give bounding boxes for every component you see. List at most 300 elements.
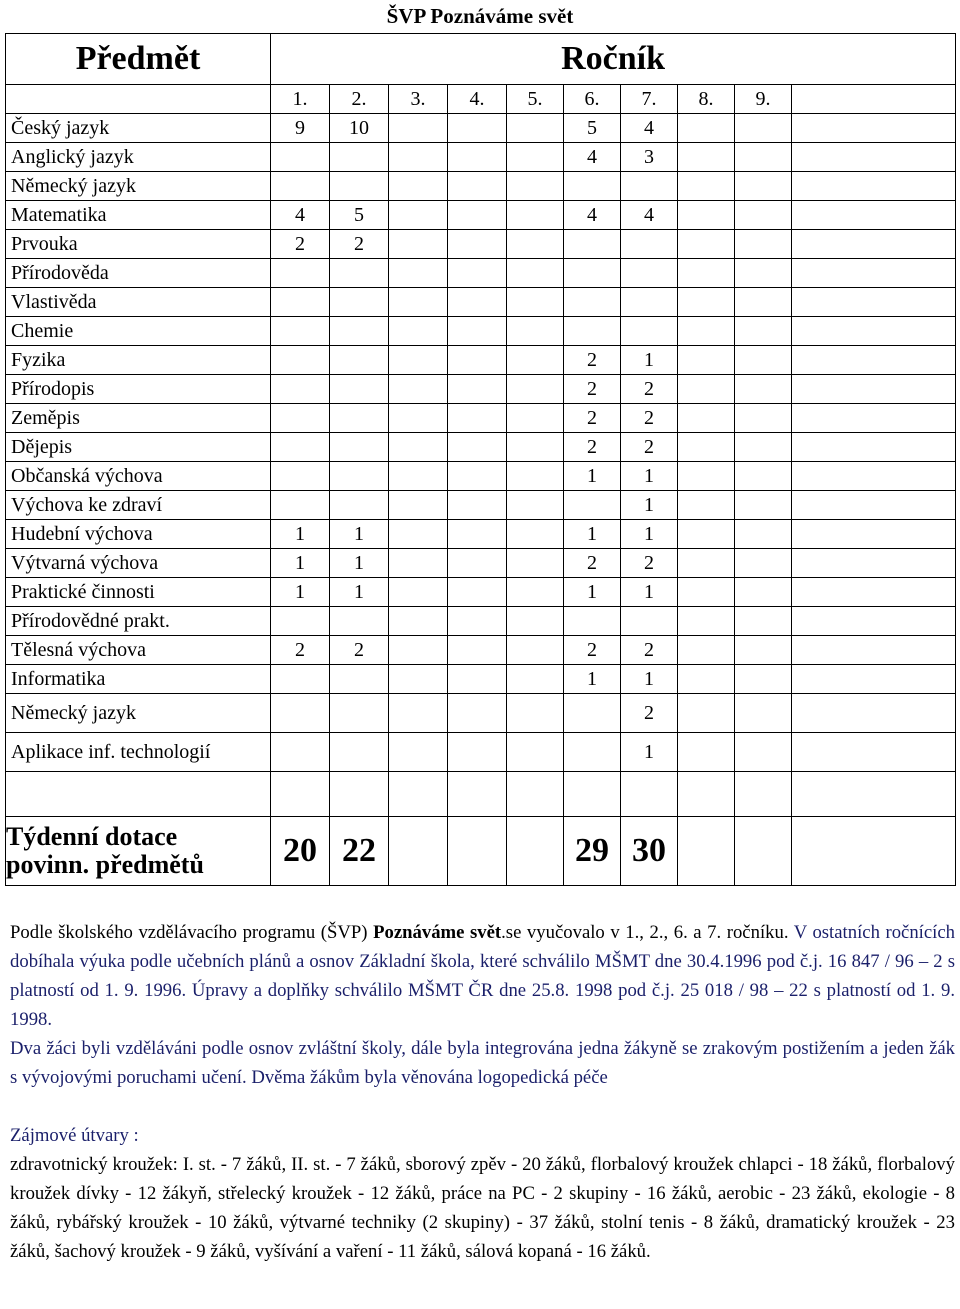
table-row bbox=[6, 733, 956, 772]
hours-cell bbox=[735, 143, 792, 172]
hours-cell bbox=[448, 578, 507, 607]
hours-cell bbox=[735, 491, 792, 520]
subject-name: Fyzika bbox=[6, 346, 271, 375]
blank-cell bbox=[792, 433, 956, 462]
hours-cell bbox=[507, 549, 564, 578]
hours-cell bbox=[389, 694, 448, 733]
hours-cell bbox=[448, 433, 507, 462]
notes-text: V ostatních ročnících dobíhala výuka podle učebních plánů a osnov Základní škola, které schválilo MŠMT dne 30.4.1996 pod č.j. 16 847 / 96 – 2 s platností od 1. 9. 1996. Úpravy a doplňky schválilo MŠMT ČR dne 25.8. 1998 pod č.j. 25 018 / 98 – 22 s platností od 1. 9. 1998. bbox=[10, 922, 955, 1030]
hours-cell bbox=[448, 346, 507, 375]
table-row bbox=[6, 462, 956, 491]
hours-cell bbox=[507, 491, 564, 520]
blank-cell bbox=[507, 772, 564, 817]
table-row bbox=[6, 172, 956, 201]
hours-cell bbox=[389, 114, 448, 143]
hours-cell bbox=[330, 607, 389, 636]
hours-cell bbox=[507, 114, 564, 143]
subject-name: Matematika bbox=[6, 201, 271, 230]
hours-cell: 2 bbox=[621, 433, 678, 462]
hours-cell bbox=[389, 636, 448, 665]
blank-cell bbox=[621, 772, 678, 817]
hours-cell bbox=[678, 694, 735, 733]
total-value bbox=[735, 817, 792, 886]
hours-cell bbox=[735, 694, 792, 733]
hours-cell: 4 bbox=[621, 201, 678, 230]
blank-cell bbox=[792, 317, 956, 346]
hours-cell bbox=[507, 607, 564, 636]
hours-cell: 1 bbox=[330, 520, 389, 549]
hours-cell bbox=[448, 549, 507, 578]
hours-cell bbox=[678, 201, 735, 230]
blank-cell bbox=[792, 636, 956, 665]
hours-cell: 9 bbox=[271, 114, 330, 143]
blank-cell bbox=[792, 520, 956, 549]
hours-cell bbox=[389, 172, 448, 201]
hours-cell: 2 bbox=[621, 375, 678, 404]
notes-text: .se vyučovalo v 1., 2., 6. a 7. ročníku. bbox=[501, 922, 789, 943]
table-row bbox=[6, 491, 956, 520]
hours-cell bbox=[330, 433, 389, 462]
grade-label: 8. bbox=[678, 85, 735, 114]
hours-cell: 4 bbox=[271, 201, 330, 230]
hours-cell bbox=[271, 462, 330, 491]
hours-cell bbox=[330, 259, 389, 288]
hours-cell bbox=[735, 201, 792, 230]
hours-cell bbox=[564, 172, 621, 201]
blank-cell bbox=[792, 462, 956, 491]
total-value bbox=[448, 817, 507, 886]
hours-cell bbox=[564, 288, 621, 317]
hours-cell bbox=[389, 143, 448, 172]
hours-cell bbox=[448, 694, 507, 733]
hours-cell bbox=[271, 259, 330, 288]
table-row bbox=[6, 578, 956, 607]
total-value: 29 bbox=[564, 817, 621, 886]
hours-cell: 2 bbox=[621, 549, 678, 578]
hours-cell bbox=[678, 462, 735, 491]
hours-cell bbox=[271, 288, 330, 317]
table-row bbox=[6, 346, 956, 375]
total-value: 22 bbox=[330, 817, 389, 886]
hours-cell bbox=[678, 143, 735, 172]
subject-name: Německý jazyk bbox=[6, 172, 271, 201]
hours-cell: 4 bbox=[621, 114, 678, 143]
blank-cell bbox=[564, 772, 621, 817]
hours-cell bbox=[389, 607, 448, 636]
hours-cell bbox=[507, 665, 564, 694]
hours-cell bbox=[271, 143, 330, 172]
hours-cell bbox=[735, 520, 792, 549]
hours-cell bbox=[271, 607, 330, 636]
hours-cell: 2 bbox=[621, 636, 678, 665]
blank-cell bbox=[792, 404, 956, 433]
hours-cell bbox=[735, 607, 792, 636]
hours-cell: 2 bbox=[564, 346, 621, 375]
hours-cell bbox=[389, 230, 448, 259]
hours-cell bbox=[735, 114, 792, 143]
hours-cell bbox=[735, 317, 792, 346]
hours-cell bbox=[448, 375, 507, 404]
total-value bbox=[678, 817, 735, 886]
total-label-line: Týdenní dotace bbox=[6, 822, 178, 851]
hours-cell bbox=[735, 230, 792, 259]
blank-cell bbox=[735, 772, 792, 817]
activities-list: zdravotnický kroužek: I. st. - 7 žáků, II. st. - 7 žáků, sborový zpěv - 20 žáků, florbalový kroužek chlapci - 18 žáků, florbalový kroužek dívky - 12 žákyň, střelecký kroužek - 12 žáků, práce na PC - 2 skupiny - 16 žáků, aerobic - 23 žáků, ekologie - 8 žáků, rybářský kroužek - 10 žáků, výtvarné techniky (2 skupiny) - 37 žáků, stolní tenis - 8 žáků, dramatický kroužek - 23 žáků, šachový kroužek - 9 žáků, vyšívání a vaření - 11 žáků, sálová kopaná - 16 žáků. bbox=[10, 1154, 955, 1262]
grade-label: 1. bbox=[271, 85, 330, 114]
hours-cell bbox=[564, 733, 621, 772]
hours-cell bbox=[507, 520, 564, 549]
hours-cell: 10 bbox=[330, 114, 389, 143]
hours-cell bbox=[507, 733, 564, 772]
hours-cell bbox=[621, 230, 678, 259]
blank-cell bbox=[389, 772, 448, 817]
blank-cell bbox=[792, 549, 956, 578]
hours-cell bbox=[389, 733, 448, 772]
table-row bbox=[6, 259, 956, 288]
hours-cell bbox=[448, 317, 507, 346]
blank-cell bbox=[792, 143, 956, 172]
hours-cell bbox=[448, 201, 507, 230]
hours-cell: 2 bbox=[564, 404, 621, 433]
hours-cell bbox=[564, 607, 621, 636]
hours-cell: 1 bbox=[621, 578, 678, 607]
hours-cell: 1 bbox=[621, 665, 678, 694]
hours-cell: 4 bbox=[564, 201, 621, 230]
hours-cell bbox=[271, 346, 330, 375]
hours-cell: 1 bbox=[271, 578, 330, 607]
notes-section bbox=[10, 918, 955, 1266]
blank-cell bbox=[792, 259, 956, 288]
blank-cell bbox=[792, 772, 956, 817]
hours-cell: 5 bbox=[330, 201, 389, 230]
hours-cell bbox=[735, 288, 792, 317]
blank-cell bbox=[448, 772, 507, 817]
hours-cell bbox=[735, 433, 792, 462]
hours-cell bbox=[389, 578, 448, 607]
hours-cell bbox=[621, 317, 678, 346]
hours-cell bbox=[564, 259, 621, 288]
blank-cell bbox=[792, 694, 956, 733]
hours-cell bbox=[330, 491, 389, 520]
hours-cell bbox=[507, 201, 564, 230]
hours-cell bbox=[678, 259, 735, 288]
hours-cell: 1 bbox=[621, 346, 678, 375]
hours-cell bbox=[735, 346, 792, 375]
subject-name: Vlastivěda bbox=[6, 288, 271, 317]
subject-header: Předmět bbox=[6, 34, 271, 85]
blank-cell bbox=[6, 772, 271, 817]
hours-cell bbox=[735, 549, 792, 578]
hours-cell bbox=[678, 114, 735, 143]
hours-cell bbox=[271, 665, 330, 694]
blank-cell bbox=[792, 201, 956, 230]
hours-cell bbox=[330, 172, 389, 201]
hours-cell bbox=[389, 201, 448, 230]
hours-cell: 2 bbox=[621, 404, 678, 433]
hours-cell: 2 bbox=[564, 375, 621, 404]
table-row bbox=[6, 433, 956, 462]
table-row bbox=[6, 143, 956, 172]
grade-label: 5. bbox=[507, 85, 564, 114]
blank-cell bbox=[678, 772, 735, 817]
hours-cell bbox=[389, 259, 448, 288]
hours-cell bbox=[448, 636, 507, 665]
hours-cell bbox=[271, 433, 330, 462]
hours-cell bbox=[735, 259, 792, 288]
hours-cell bbox=[621, 172, 678, 201]
table-row bbox=[6, 317, 956, 346]
subject-name: Výtvarná výchova bbox=[6, 549, 271, 578]
blank-cell bbox=[792, 172, 956, 201]
grade-label: 7. bbox=[621, 85, 678, 114]
hours-cell: 1 bbox=[330, 549, 389, 578]
table-row bbox=[6, 404, 956, 433]
hours-cell: 1 bbox=[564, 578, 621, 607]
hours-cell bbox=[735, 733, 792, 772]
hours-cell bbox=[448, 404, 507, 433]
subject-name: Přírodověda bbox=[6, 259, 271, 288]
hours-cell: 2 bbox=[330, 636, 389, 665]
table-row bbox=[6, 665, 956, 694]
activities-title: Zájmové útvary : bbox=[10, 1125, 139, 1146]
table-row bbox=[6, 636, 956, 665]
hours-cell bbox=[448, 665, 507, 694]
table-row bbox=[6, 114, 956, 143]
notes-paragraph-2: Dva žáci byli vzděláváni podle osnov zvláštní školy, dále byla integrována jedna žákyně se zrakovým postižením a jeden žák s vývojovými poruchami učení. Dvěma žákům byla věnována logopedická péče bbox=[10, 1038, 955, 1088]
hours-cell: 2 bbox=[271, 636, 330, 665]
hours-cell bbox=[735, 636, 792, 665]
notes-text: Podle školského vzdělávacího programu (ŠVP) bbox=[10, 922, 374, 943]
hours-cell bbox=[389, 375, 448, 404]
hours-cell bbox=[564, 230, 621, 259]
hours-cell bbox=[678, 375, 735, 404]
hours-cell: 2 bbox=[564, 636, 621, 665]
hours-cell bbox=[389, 288, 448, 317]
grade-header: Ročník bbox=[271, 34, 956, 85]
grade-label: 6. bbox=[564, 85, 621, 114]
hours-cell bbox=[678, 433, 735, 462]
blank-cell bbox=[792, 230, 956, 259]
hours-cell bbox=[330, 143, 389, 172]
hours-cell bbox=[678, 607, 735, 636]
blank-cell bbox=[792, 288, 956, 317]
table-row bbox=[6, 230, 956, 259]
hours-cell: 3 bbox=[621, 143, 678, 172]
hours-cell bbox=[448, 172, 507, 201]
hours-cell bbox=[735, 665, 792, 694]
hours-cell bbox=[448, 491, 507, 520]
hours-cell: 1 bbox=[621, 733, 678, 772]
hours-cell bbox=[389, 462, 448, 491]
total-row bbox=[6, 817, 956, 886]
subject-name: Dějepis bbox=[6, 433, 271, 462]
hours-cell bbox=[678, 665, 735, 694]
hours-cell bbox=[330, 665, 389, 694]
hours-cell bbox=[271, 375, 330, 404]
hours-cell bbox=[330, 733, 389, 772]
grade-label: 2. bbox=[330, 85, 389, 114]
grade-label: 4. bbox=[448, 85, 507, 114]
hours-cell bbox=[678, 230, 735, 259]
hours-cell bbox=[507, 404, 564, 433]
hours-cell bbox=[621, 288, 678, 317]
hours-cell bbox=[389, 520, 448, 549]
hours-cell bbox=[678, 636, 735, 665]
hours-cell bbox=[271, 172, 330, 201]
hours-cell bbox=[448, 462, 507, 491]
notes-paragraph-1 bbox=[10, 918, 955, 1034]
blank-cell bbox=[271, 772, 330, 817]
subject-name: Informatika bbox=[6, 665, 271, 694]
hours-cell bbox=[678, 491, 735, 520]
table-row bbox=[6, 694, 956, 733]
hours-cell bbox=[735, 375, 792, 404]
hours-cell bbox=[678, 520, 735, 549]
hours-cell bbox=[507, 636, 564, 665]
blank-cell bbox=[330, 772, 389, 817]
hours-cell bbox=[678, 288, 735, 317]
subject-name: Aplikace inf. technologií bbox=[6, 733, 271, 772]
hours-cell bbox=[678, 317, 735, 346]
hours-cell bbox=[621, 259, 678, 288]
table-row bbox=[6, 288, 956, 317]
hours-cell bbox=[448, 288, 507, 317]
hours-cell bbox=[330, 375, 389, 404]
hours-cell: 1 bbox=[621, 491, 678, 520]
subject-name: Hudební výchova bbox=[6, 520, 271, 549]
hours-cell bbox=[330, 462, 389, 491]
hours-cell bbox=[448, 733, 507, 772]
empty-row bbox=[6, 772, 956, 817]
total-value: 20 bbox=[271, 817, 330, 886]
hours-cell bbox=[735, 172, 792, 201]
hours-cell: 1 bbox=[621, 520, 678, 549]
subject-name: Zeměpis bbox=[6, 404, 271, 433]
hours-cell bbox=[330, 288, 389, 317]
table-row bbox=[6, 607, 956, 636]
hours-cell bbox=[448, 143, 507, 172]
hours-cell: 1 bbox=[621, 462, 678, 491]
blank-cell bbox=[792, 817, 956, 886]
hours-cell: 2 bbox=[564, 549, 621, 578]
table-row bbox=[6, 201, 956, 230]
hours-cell: 1 bbox=[271, 549, 330, 578]
hours-cell bbox=[389, 433, 448, 462]
table-row bbox=[6, 375, 956, 404]
subject-name: Tělesná výchova bbox=[6, 636, 271, 665]
hours-cell bbox=[271, 317, 330, 346]
hours-cell: 1 bbox=[271, 520, 330, 549]
hours-cell bbox=[678, 733, 735, 772]
curriculum-table bbox=[5, 33, 956, 886]
blank-cell bbox=[792, 85, 956, 114]
hours-cell bbox=[271, 694, 330, 733]
hours-cell: 1 bbox=[564, 665, 621, 694]
hours-cell bbox=[389, 549, 448, 578]
hours-cell: 2 bbox=[621, 694, 678, 733]
subject-name: Výchova ke zdraví bbox=[6, 491, 271, 520]
hours-cell bbox=[735, 578, 792, 607]
blank-cell bbox=[792, 607, 956, 636]
hours-cell bbox=[564, 317, 621, 346]
blank-cell bbox=[792, 733, 956, 772]
hours-cell: 2 bbox=[271, 230, 330, 259]
hours-cell bbox=[271, 733, 330, 772]
subject-name: Občanská výchova bbox=[6, 462, 271, 491]
hours-cell bbox=[507, 259, 564, 288]
hours-cell: 1 bbox=[330, 578, 389, 607]
hours-cell bbox=[507, 288, 564, 317]
blank-cell bbox=[792, 665, 956, 694]
subject-name: Praktické činnosti bbox=[6, 578, 271, 607]
hours-cell bbox=[678, 404, 735, 433]
hours-cell bbox=[507, 462, 564, 491]
hours-cell bbox=[448, 230, 507, 259]
hours-cell bbox=[448, 114, 507, 143]
subject-name: Přírodovědné prakt. bbox=[6, 607, 271, 636]
hours-cell bbox=[564, 491, 621, 520]
hours-cell bbox=[389, 491, 448, 520]
hours-cell bbox=[507, 694, 564, 733]
hours-cell: 1 bbox=[564, 520, 621, 549]
subject-name: Německý jazyk bbox=[6, 694, 271, 733]
hours-cell bbox=[330, 346, 389, 375]
hours-cell bbox=[678, 578, 735, 607]
table-row bbox=[6, 549, 956, 578]
hours-cell bbox=[330, 317, 389, 346]
hours-cell bbox=[621, 607, 678, 636]
hours-cell bbox=[507, 578, 564, 607]
blank-cell bbox=[792, 346, 956, 375]
blank-cell bbox=[792, 491, 956, 520]
blank-cell bbox=[792, 578, 956, 607]
grade-row-label bbox=[6, 85, 271, 114]
hours-cell bbox=[507, 317, 564, 346]
subject-name: Český jazyk bbox=[6, 114, 271, 143]
hours-cell bbox=[389, 346, 448, 375]
hours-cell bbox=[448, 520, 507, 549]
subject-name: Anglický jazyk bbox=[6, 143, 271, 172]
hours-cell: 2 bbox=[564, 433, 621, 462]
hours-cell bbox=[678, 346, 735, 375]
grade-row bbox=[6, 85, 956, 114]
document-title: ŠVP Poznáváme svět bbox=[386, 4, 574, 28]
hours-cell: 4 bbox=[564, 143, 621, 172]
hours-cell bbox=[389, 404, 448, 433]
hours-cell bbox=[507, 143, 564, 172]
hours-cell bbox=[271, 404, 330, 433]
hours-cell bbox=[507, 172, 564, 201]
hours-cell: 1 bbox=[564, 462, 621, 491]
subject-name: Prvouka bbox=[6, 230, 271, 259]
hours-cell bbox=[448, 259, 507, 288]
grade-label: 9. bbox=[735, 85, 792, 114]
hours-cell bbox=[735, 462, 792, 491]
grade-label: 3. bbox=[389, 85, 448, 114]
hours-cell bbox=[507, 346, 564, 375]
hours-cell bbox=[678, 549, 735, 578]
hours-cell bbox=[507, 375, 564, 404]
hours-cell bbox=[330, 404, 389, 433]
table-row bbox=[6, 520, 956, 549]
subject-name: Přírodopis bbox=[6, 375, 271, 404]
hours-cell bbox=[564, 694, 621, 733]
subject-name: Chemie bbox=[6, 317, 271, 346]
hours-cell bbox=[271, 491, 330, 520]
total-value: 30 bbox=[621, 817, 678, 886]
hours-cell bbox=[389, 317, 448, 346]
total-label-line: povinn. předmětů bbox=[6, 850, 204, 879]
